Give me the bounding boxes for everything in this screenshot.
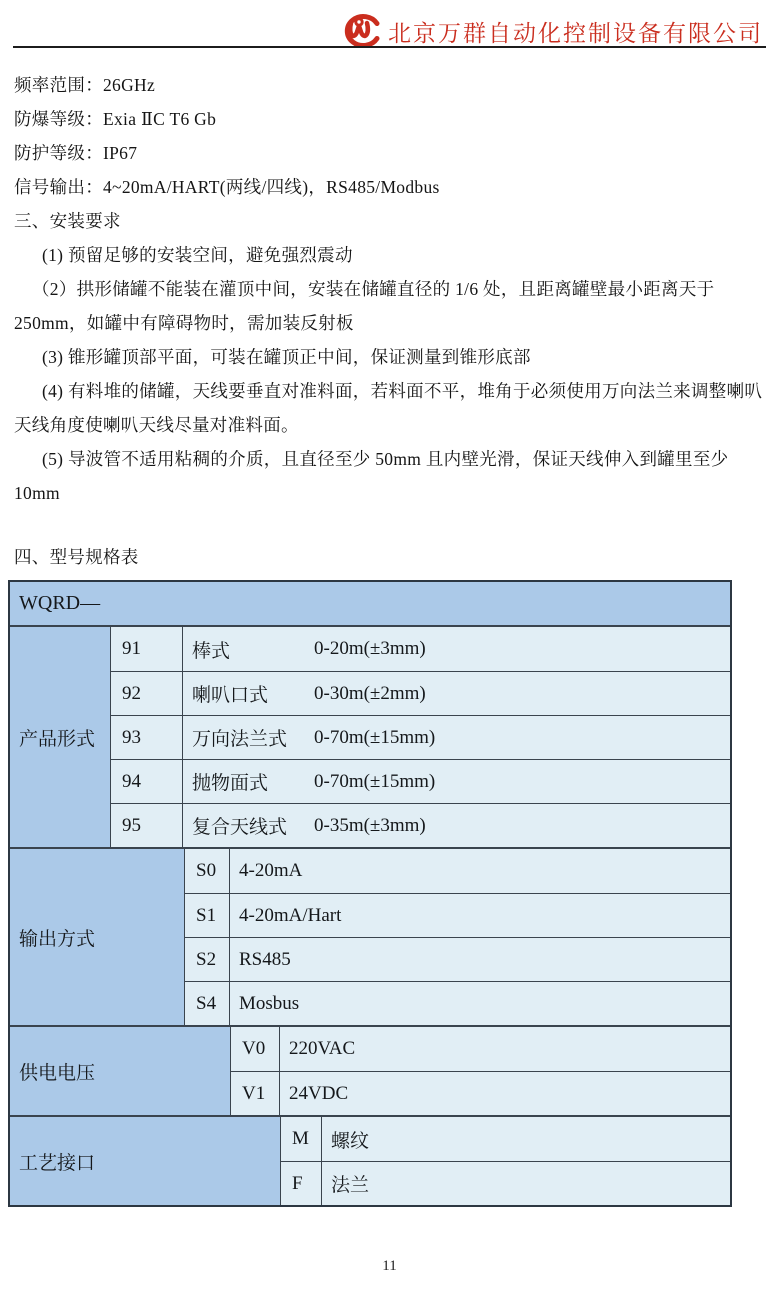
desc-cell: 螺纹 bbox=[322, 1117, 730, 1161]
desc-cell bbox=[183, 760, 730, 803]
company-header bbox=[339, 13, 763, 49]
code-cell: 91 bbox=[111, 627, 183, 671]
code-cell: S4 bbox=[185, 982, 230, 1025]
install-item-3: (3) 锥形罐顶部平面，可装在罐顶正中间，保证测量到锥形底部 bbox=[42, 347, 531, 367]
group-product-form bbox=[10, 625, 730, 847]
desc-cell bbox=[183, 627, 730, 671]
code-cell: S1 bbox=[185, 894, 230, 937]
table-row bbox=[111, 627, 730, 671]
install-section-title: 三、安装要求 bbox=[14, 211, 121, 231]
code-cell: 94 bbox=[111, 760, 183, 803]
form-name: 复合天线式 bbox=[192, 817, 288, 838]
table-row bbox=[185, 981, 730, 1025]
table-row bbox=[111, 759, 730, 803]
header-divider bbox=[13, 46, 766, 48]
form-range: 0-35m(±3mm) bbox=[314, 814, 426, 836]
form-name: 喇叭口式 bbox=[192, 685, 269, 706]
form-range: 0-30m(±2mm) bbox=[314, 682, 426, 704]
install-item-2: （2）拱形储罐不能装在灌顶中间，安装在储罐直径的 1/6 处，且距离罐壁最小距离天于 250mm，如罐中有障碍物时，需加装反射板 bbox=[14, 279, 715, 333]
model-prefix: WQRD— bbox=[19, 592, 101, 614]
code-cell: F bbox=[281, 1162, 322, 1205]
model-table bbox=[8, 580, 732, 1207]
group-label: 产品形式 bbox=[10, 627, 111, 847]
code-cell: 92 bbox=[111, 672, 183, 715]
desc-cell: RS485 bbox=[230, 938, 730, 981]
spec-line-signal: 信号输出：4~20mA/HART(两线/四线)，RS485/Modbus bbox=[14, 177, 440, 197]
spec-line-protection: 防护等级：IP67 bbox=[14, 143, 138, 163]
group-supply-voltage bbox=[10, 1025, 730, 1115]
table-row bbox=[185, 849, 730, 893]
desc-cell: Mosbus bbox=[230, 982, 730, 1025]
table-row bbox=[111, 803, 730, 847]
code-cell: M bbox=[281, 1117, 322, 1161]
spec-line-frequency: 频率范围：26GHz bbox=[14, 75, 156, 95]
form-range: 0-70m(±15mm) bbox=[314, 770, 436, 792]
desc-cell bbox=[183, 804, 730, 847]
desc-cell: 4-20mA/Hart bbox=[230, 894, 730, 937]
install-item-4: (4) 有料堆的储罐，天线要垂直对准料面，若料面不平，堆角于必须使用万向法兰来调整喇叭天线角度使喇叭天线尽量对准料面。 bbox=[14, 381, 763, 435]
table-row bbox=[111, 715, 730, 759]
table-row bbox=[185, 937, 730, 981]
table-row bbox=[231, 1027, 730, 1071]
table-row bbox=[111, 671, 730, 715]
code-cell: V1 bbox=[231, 1072, 280, 1115]
form-name: 抛物面式 bbox=[192, 773, 269, 794]
desc-cell bbox=[183, 716, 730, 759]
model-section-title: 四、型号规格表 bbox=[14, 547, 139, 567]
code-cell: V0 bbox=[231, 1027, 280, 1071]
group-label: 输出方式 bbox=[10, 849, 185, 1025]
table-row bbox=[231, 1071, 730, 1115]
table-row bbox=[281, 1117, 730, 1161]
code-cell: 95 bbox=[111, 804, 183, 847]
group-process-connection bbox=[10, 1115, 730, 1205]
group-output-mode bbox=[10, 847, 730, 1025]
code-cell: S2 bbox=[185, 938, 230, 981]
code-cell: 93 bbox=[111, 716, 183, 759]
form-name: 万向法兰式 bbox=[192, 729, 288, 750]
desc-cell: 法兰 bbox=[322, 1162, 730, 1205]
desc-cell: 4-20mA bbox=[230, 849, 730, 893]
code-cell: S0 bbox=[185, 849, 230, 893]
company-logo-icon bbox=[339, 13, 381, 49]
company-name: 北京万群自动化控制设备有限公司 bbox=[388, 20, 763, 46]
desc-cell: 24VDC bbox=[280, 1072, 730, 1115]
group-label: 供电电压 bbox=[10, 1027, 231, 1115]
page-number: 11 bbox=[382, 1258, 397, 1274]
page-content bbox=[14, 68, 768, 1207]
install-item-1: (1) 预留足够的安装空间，避免强烈震动 bbox=[42, 245, 353, 265]
table-row bbox=[185, 893, 730, 937]
desc-cell bbox=[183, 672, 730, 715]
form-range: 0-20m(±3mm) bbox=[314, 638, 426, 659]
model-table-header-row bbox=[10, 582, 730, 625]
install-item-5: (5) 导波管不适用粘稠的介质，且直径至少 50mm 且内壁光滑，保证天线伸入到罐里至少 10mm bbox=[14, 449, 729, 503]
form-range: 0-70m(±15mm) bbox=[314, 726, 436, 748]
group-label: 工艺接口 bbox=[10, 1117, 281, 1205]
desc-cell: 220VAC bbox=[280, 1027, 730, 1071]
spec-line-explosion: 防爆等级：Exia ⅡC T6 Gb bbox=[14, 109, 217, 129]
table-row bbox=[281, 1161, 730, 1205]
form-name: 棒式 bbox=[192, 640, 231, 662]
